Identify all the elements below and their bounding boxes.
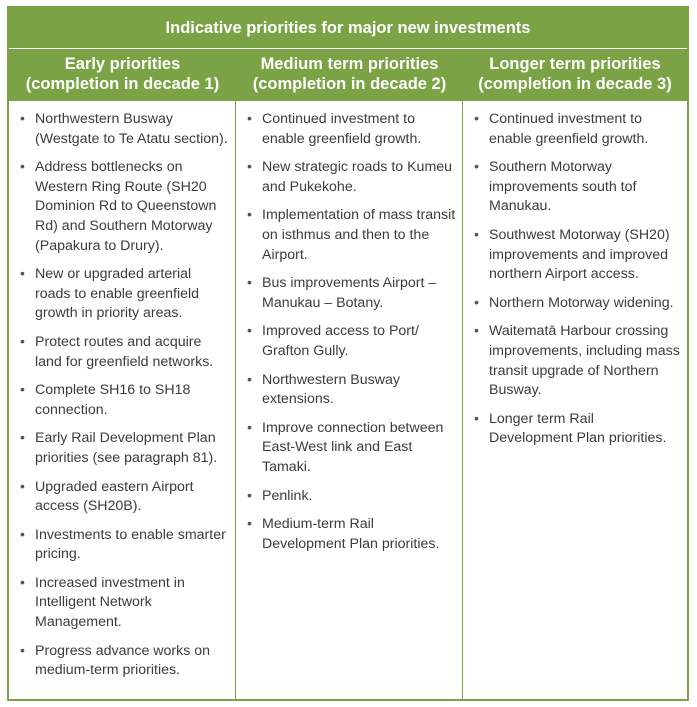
early-priorities-list (9, 110, 235, 681)
bullet-icon: • (20, 159, 25, 176)
bullet-icon: • (474, 226, 479, 243)
list-item (463, 226, 687, 285)
list-item-text: New strategic roads to Kumeu and Pukekohe. (262, 159, 453, 195)
list-item-text: Increased investment in Intelligent Network Management. (35, 574, 185, 631)
column-header-longer (463, 49, 687, 101)
list-item (9, 265, 235, 324)
bullet-icon: • (474, 294, 479, 311)
list-item (236, 487, 462, 507)
list-item-text: Improved access to Port/ Grafton Gully. (262, 323, 419, 359)
column-header-title: Longer term priorities (489, 55, 661, 73)
list-item-text: Upgraded eastern Airport access (SH20B). (35, 478, 194, 515)
list-item (9, 110, 235, 149)
list-item (236, 322, 462, 361)
bullet-icon: • (247, 419, 252, 436)
list-item-text: Northwestern Busway (Westgate to Te Atatu section). (35, 111, 228, 147)
list-item-text: Waitematā Harbour crossing improvements, including mass transit upgrade of Northern Busway. (489, 323, 680, 399)
bullet-icon: • (247, 487, 252, 504)
list-item-text: Protect routes and acquire land for greenfield networks. (35, 333, 214, 370)
list-item (9, 333, 235, 372)
list-item-text: Address bottlenecks on Western Ring Route (SH20 Dominion Rd to Queenstown Rd) and Southern Motorway (Papakura to Drury). (35, 159, 217, 254)
bullet-icon: • (20, 526, 25, 543)
bullet-icon: • (20, 111, 25, 127)
list-item (236, 158, 462, 197)
list-item-text: Longer term Rail Development Plan priorities. (489, 410, 667, 447)
bullet-icon: • (474, 410, 479, 427)
table-title: Indicative priorities for major new investments (9, 8, 687, 49)
list-item (9, 158, 235, 256)
list-item (463, 322, 687, 400)
bullet-icon: • (20, 430, 25, 447)
early-priorities-cell (9, 101, 236, 699)
list-item-text: Southwest Motorway (SH20) improvements and improved northern Airport access. (489, 226, 670, 283)
bullet-icon: • (20, 266, 25, 283)
column-header-early (9, 49, 236, 101)
column-header-subtitle: (completion in decade 2) (252, 75, 447, 93)
list-item-text: Complete SH16 to SH18 connection. (35, 382, 191, 418)
list-item (236, 419, 462, 478)
list-item-text: Investments to enable smarter pricing. (35, 526, 226, 563)
bullet-icon: • (247, 111, 252, 127)
list-item-text: Medium-term Rail Development Plan priorities. (262, 516, 440, 552)
bullet-icon: • (247, 159, 252, 176)
bullet-icon: • (20, 382, 25, 399)
list-item (236, 371, 462, 410)
medium-priorities-cell (236, 101, 463, 699)
bullet-icon: • (20, 478, 25, 495)
bullet-icon: • (20, 642, 25, 659)
bullet-icon: • (474, 111, 479, 127)
bullet-icon: • (20, 574, 25, 591)
list-item-text: New or upgraded arterial roads to enable greenfield growth in priority areas. (35, 266, 200, 322)
bullet-icon: • (247, 207, 252, 224)
list-item-text: Continued investment to enable greenfield growth. (262, 111, 422, 147)
priorities-table (7, 6, 689, 701)
list-item (463, 410, 687, 449)
bullet-icon: • (247, 371, 252, 388)
list-item (236, 110, 462, 149)
list-item (236, 206, 462, 265)
list-item (9, 429, 235, 468)
bullet-icon: • (247, 275, 252, 292)
column-header-medium (236, 49, 463, 101)
list-item (9, 642, 235, 681)
list-item (9, 574, 235, 633)
medium-priorities-list (236, 110, 462, 554)
column-header-subtitle: (completion in decade 3) (478, 75, 672, 93)
list-item (463, 158, 687, 217)
list-item-text: Bus improvements Airport – Manukau – Botany. (262, 275, 437, 311)
list-item-text: Northern Motorway widening. (489, 294, 674, 311)
list-item-text: Implementation of mass transit on isthmus and then to the Airport. (262, 207, 456, 263)
list-item (9, 526, 235, 565)
bullet-icon: • (474, 159, 479, 176)
list-item (9, 381, 235, 420)
list-item-text: Continued investment to enable greenfield growth. (489, 111, 649, 147)
bullet-icon: • (247, 323, 252, 340)
bullet-icon: • (247, 516, 252, 533)
longer-priorities-cell (463, 101, 687, 699)
column-header-title: Early priorities (64, 55, 181, 73)
list-item (236, 274, 462, 313)
list-item-text: Southern Motorway improvements south tof Manukau. (489, 159, 637, 215)
list-item (463, 294, 687, 314)
column-header-title: Medium term priorities (260, 55, 439, 73)
table-body-row (9, 101, 687, 699)
longer-priorities-list (463, 110, 687, 449)
list-item (463, 110, 687, 149)
list-item-text: Northwestern Busway extensions. (262, 371, 400, 408)
bullet-icon: • (474, 323, 479, 340)
bullet-icon: • (20, 333, 25, 350)
list-item-text: Improve connection between East-West link and East Tamaki. (262, 419, 444, 475)
list-item (236, 515, 462, 554)
column-header-row (9, 49, 687, 101)
list-item-text: Penlink. (262, 487, 313, 504)
list-item-text: Early Rail Development Plan priorities (see paragraph 81). (35, 430, 218, 466)
list-item (9, 478, 235, 517)
list-item-text: Progress advance works on medium-term priorities. (35, 642, 211, 679)
column-header-subtitle: (completion in decade 1) (25, 75, 220, 93)
